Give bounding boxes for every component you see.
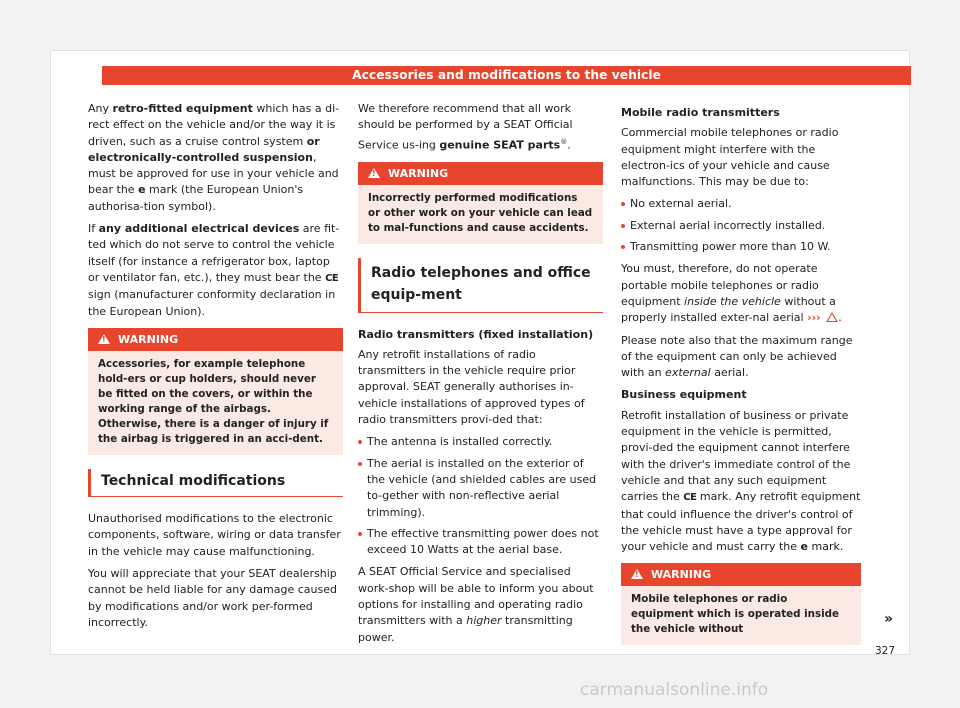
paragraph-recommend: We therefore recommend that all work should be performed by a SEAT Official Service us-ing genuine SEAT parts®. — [358, 102, 573, 152]
paragraph-portable: You must, therefore, do not operate portable mobile telephones or radio equipment inside the vehicle without a properly installed exter-nal aerial ››› . — [621, 262, 842, 325]
column-1 — [88, 101, 343, 637]
paragraph-electrical: If any additional electrical devices are fit-ted which do not serve to control the vehicle itself (for instance a refrigerator box, laptop or ventilator fan, etc.), they must bear the CE sign (manufacturer conformity declaration in the European Union). — [88, 222, 340, 318]
subheading-fixed-installation: Radio transmitters (fixed installation) — [358, 327, 594, 341]
column-3 — [621, 101, 861, 645]
paragraph-unauthorised: Unauthorised modifications to the electronic components, software, wiring or data transfer in the vehicle may cause malfunctioning. — [88, 512, 341, 558]
list-item: The antenna is installed correctly. — [358, 434, 603, 450]
warning-triangle-icon — [631, 569, 643, 579]
paragraph-retrofitted: Any retro-fitted equipment which has a di-rect effect on the vehicle and/or the way it is driven, such as a cruise control system or electronically-controlled suspension, must be approved for use in your vehicle and bear the e mark (the European Union's authorisa-tion symbol). — [88, 102, 340, 213]
ce-mark-icon: CE — [683, 492, 697, 504]
list-item: Transmitting power more than 10 W. — [621, 239, 861, 255]
watermark: carmanualsonline.info — [580, 680, 769, 700]
paragraph-retrofit-radio: Any retrofit installations of radio transmitters in the vehicle require prior approval. SEAT generally authorises in-vehicle installations of approved types of radio transmitters provi-ded that: — [358, 347, 585, 427]
list-item: External aerial incorrectly installed. — [621, 218, 861, 234]
paragraph-official-service: A SEAT Official Service and specialised work-shop will be able to inform you about options for installing and operating radio transmitters with a higher transmitting power. — [358, 565, 594, 644]
warning-box-modifications — [358, 162, 603, 244]
warning-text: Incorrectly performed modifications or other work on your vehicle can lead to mal-functions and cause accidents. — [368, 191, 593, 234]
warning-title: !WARNING — [621, 563, 861, 586]
page-number: 327 — [874, 645, 895, 657]
manual-page — [50, 50, 910, 655]
list-item: The effective transmitting power does not exceed 10 Watts at the aerial base. — [358, 526, 603, 559]
warning-triangle-icon — [98, 334, 110, 344]
subheading-business-equipment: Business equipment — [621, 388, 747, 402]
list-radio-conditions — [358, 434, 603, 558]
warning-triangle-icon — [368, 168, 380, 178]
paragraph-commercial: Commercial mobile telephones or radio equipment might interfere with the electron-ics of your vehicle and cause malfunctions. This may be due to: — [621, 126, 839, 189]
paragraph-dealership: You will appreciate that your SEAT dealership cannot be held liable for any damage caused by modifications and/or work per-formed incorrectly. — [88, 567, 337, 629]
warning-box-mobile — [621, 563, 861, 645]
column-2 — [358, 101, 603, 652]
list-item: No external aerial. — [621, 196, 861, 212]
ce-mark-icon: CE — [325, 272, 339, 284]
section-heading-technical: Technical modifications — [88, 469, 343, 497]
continue-arrow-icon: » — [883, 611, 893, 627]
page-header: Accessories and modifications to the vehicle — [102, 66, 911, 85]
warning-triangle-icon[interactable] — [826, 312, 838, 322]
list-item: The aerial is installed on the exterior of the vehicle (and shielded cables are used to-gether with non-reflective aerial trimming). — [358, 456, 603, 521]
warning-box-accessories — [88, 328, 343, 455]
list-interference-causes — [621, 196, 861, 255]
paragraph-max-range: Please note also that the maximum range of the equipment can only be achieved with an external aerial. — [621, 333, 853, 380]
paragraph-business: Retrofit installation of business or private equipment in the vehicle is permitted, provi-ded the equipment cannot interfere with the driver's immediate control of the vehicle and that any such equipment carries the CE mark. Any retrofit equipment that could influence the driver's control of the vehicle must have a type approval for your vehicle and must carry the e mark. — [621, 408, 861, 554]
warning-title: !WARNING — [88, 328, 343, 351]
warning-text: Accessories, for example telephone hold-ers or cup holders, should never be fitted on the covers, or within the working range of the airbags. Otherwise, there is a danger of injury if the airbag is triggered in an acci-dent. — [98, 357, 329, 445]
subheading-mobile-radio: Mobile radio transmitters — [621, 106, 780, 119]
warning-title: !WARNING — [358, 162, 603, 185]
section-heading-radio: Radio telephones and office equip-ment — [358, 258, 603, 313]
warning-text: Mobile telephones or radio equipment which is operated inside the vehicle without — [631, 593, 839, 636]
cross-reference-arrows-icon[interactable]: ››› — [807, 311, 821, 325]
